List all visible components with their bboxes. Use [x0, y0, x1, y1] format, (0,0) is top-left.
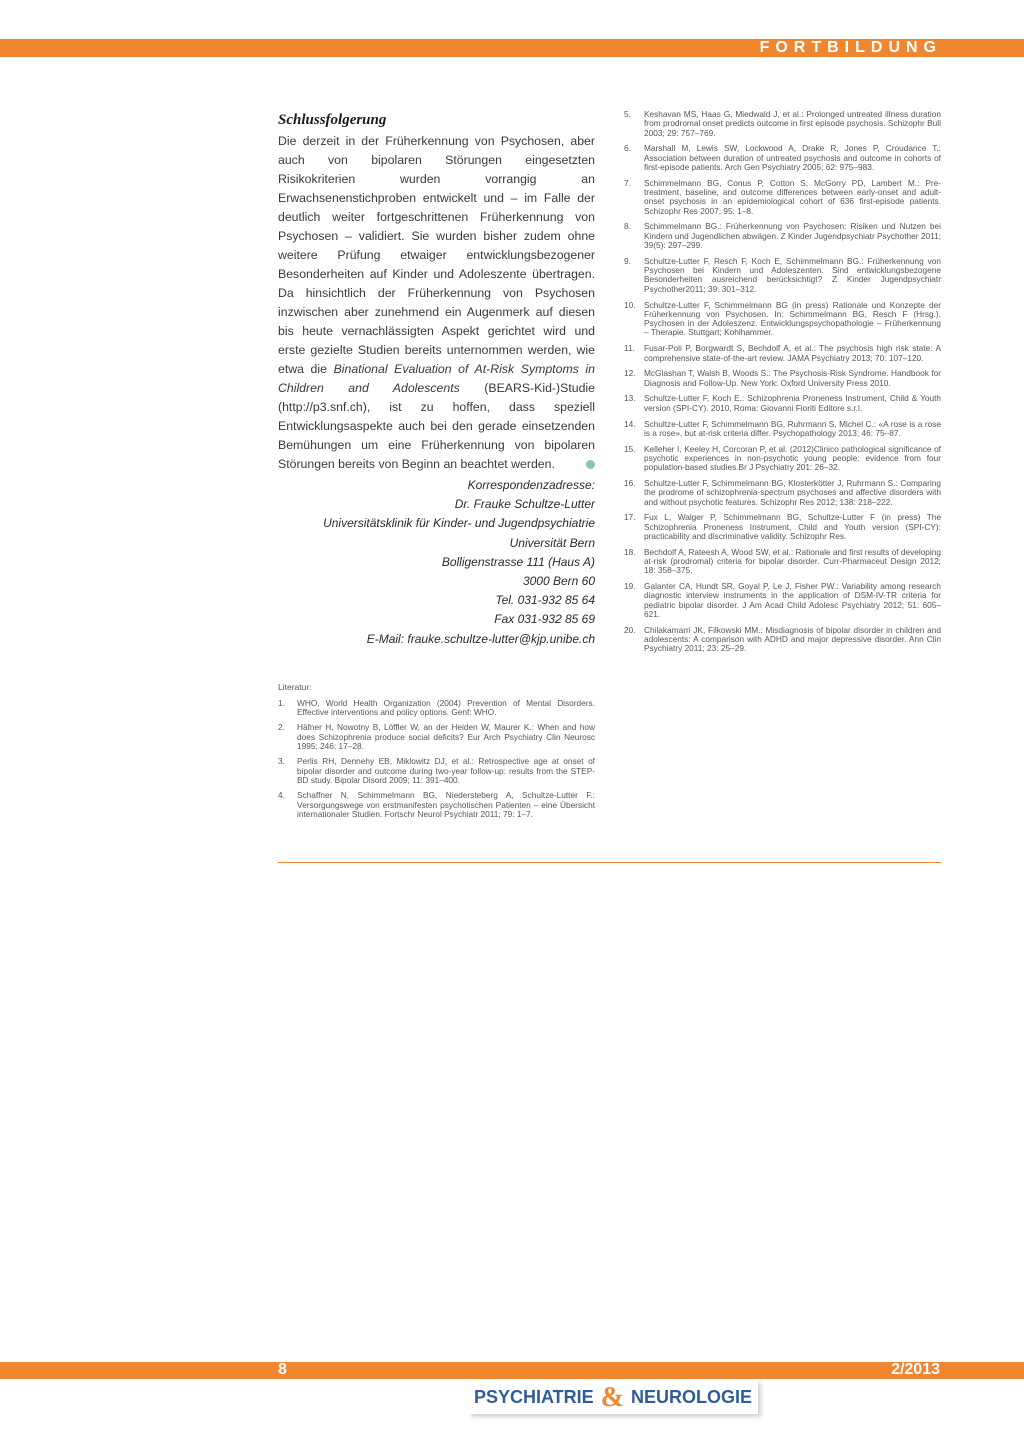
- reference-item: [624, 420, 941, 439]
- reference-item: [624, 369, 941, 388]
- reference-number: 9.: [624, 255, 631, 266]
- reference-number: 19.: [624, 581, 636, 592]
- reference-text: Perlis RH, Dennehy EB, Miklowitz DJ, et al.: Retrospective age at onset of bipolar disorder and outcome during two-year follow-up: results from the STEP-BD study. Bipolar Disord 2009; 11: 391–400.: [297, 756, 595, 785]
- reference-item: [624, 582, 941, 619]
- reference-text: Schultze-Lutter F, Koch E.: Schizophrenia Proneness Instrument, Child & Youth version (SPI-CY). 2010, Roma: Giovanni Fioriti Editore s.r.l.: [644, 393, 941, 413]
- reference-number: 4.: [278, 790, 285, 801]
- reference-number: 7.: [624, 177, 631, 188]
- reference-item: [624, 344, 941, 363]
- reference-text: Galanter CA, Hundt SR, Goyal P, Le J, Fisher PW.: Variability among research diagnostic interview instruments in the application of DSM-IV-TR criteria for pediatric bipolar disorder. J Am Acad Child Adolesc Psychiatry 2012; 51: 605–621.: [644, 581, 941, 620]
- reference-item: [278, 699, 595, 718]
- contact-university: Universität Bern: [509, 535, 595, 550]
- conclusion-paragraph: Die derzeit in der Früherkennung von Psychosen, aber auch von bipolaren Störungen eingesetzten Risikokriterien wurden vorrangig an Erwachsenenstichproben entwickelt und – im Falle der deutlich weiter fortgeschrittenen Früherkennung von Psychosen – validiert. Sie wurden bisher zudem ohne weitere Prüfung etwaiger entwicklungsbezogener Besonderheiten auf Kinder und Adoleszente übertragen. Da hinsichtlich der Früherkennung von Psychosen inzwischen aber zunehmend ein Augenmerk auf diesen bis heute vernachlässigten Aspekt gerichtet wird und erste gezielte Studien bereits unternommen werden, wie etwa die Binational Evaluation of At-Risk Symptoms in Children and Adolescents (BEARS-Kid-)Studie (http://p3.snf.ch), ist zu hoffen, dass speziell Entwicklungsaspekte auch bei den gerade einsetzenden Bemühungen um eine Früherkennung von bipolaren Störungen bereits von Beginn an beachtet werden.: [278, 134, 595, 471]
- section-label: FORTBILDUNG: [759, 39, 942, 56]
- left-column: [278, 110, 595, 825]
- reference-number: 18.: [624, 546, 636, 557]
- contact-label: Korrespondenzadresse:: [467, 478, 595, 492]
- reference-number: 10.: [624, 299, 636, 310]
- reference-list-right: [624, 110, 941, 654]
- reference-number: 6.: [624, 143, 631, 154]
- reference-list-left: [278, 699, 595, 819]
- journal-name-right: NEUROLOGIE: [631, 1387, 753, 1407]
- study-title: Binational Evaluation of At-Risk Symptoms in Children and Adolescents: [278, 362, 595, 395]
- reference-item: [624, 445, 941, 473]
- reference-item: [624, 394, 941, 413]
- reference-item: [624, 548, 941, 576]
- reference-text: Schimmelmann BG.: Früherkennung von Psychosen: Risiken und Nutzen bei Kindern und Jugendlichen abwägen. Z Kinder Jugendpsychiatr Psychother 2011; 39(5): 297–299.: [644, 221, 941, 251]
- literature-label: Literatur:: [278, 681, 312, 692]
- reference-text: Marshall M, Lewis SW, Lockwood A, Drake R, Jones P, Croudance T.: Association between duration of untreated psychosis and outcome in cohorts of first-episode patients. Arch Gen Psychiatry 2005; 62: 975–983.: [644, 143, 941, 172]
- reference-item: [624, 479, 941, 507]
- reference-text: Fux L, Walger P, Schimmelmann BG, Schultze-Lutter F (in press) The Schizophrenia Proneness Instrument, Child and Youth version (SPI-CY): practicability and discriminative validity. Schizophr Res.: [644, 512, 941, 541]
- reference-text: Schultze-Lutter F, Schimmelmann BG (in press) Rationale und Konzepte der Früherkennung von Psychosen. In: Schimmelmann BG, Resch F (Hrsg.). Psychosen in der Adoleszenz. Entwicklungspsychopathologie – Früherkennung – Therapie. Stuttgart; Kohlhammer.: [644, 299, 941, 338]
- footer-bar: [0, 1362, 1024, 1379]
- reference-text: Kelleher I, Keeley H, Corcoran P, et al. (2012)Clinico pathological significance of psychotic experiences in non-psychotic young people: evidence from four population-based studies.Br J Psychiatry 201: 26–32.: [644, 443, 941, 473]
- reference-item: [278, 791, 595, 819]
- journal-logo: [468, 1380, 758, 1414]
- reference-number: 2.: [278, 722, 285, 733]
- reference-text: WHO, World Health Organization (2004) Prevention of Mental Disorders. Effective interventions and policy options. Genf: WHO.: [297, 697, 595, 718]
- reference-item: [624, 301, 941, 338]
- reference-item: [624, 144, 941, 172]
- reference-text: Schultze-Lutter F, Schimmelmann BG, Klosterkötter J, Ruhrmann S.: Comparing the prodrome of schizophrenia-spectrum psychoses and affective disorders with and without psychotic features. Schizophr Res 2012; 138: 218–222.: [644, 478, 941, 507]
- reference-number: 16.: [624, 478, 636, 488]
- journal-name-left: PSYCHIATRIE: [473, 1387, 594, 1407]
- contact-street: Bolligenstrasse 111 (Haus A): [441, 554, 595, 569]
- contact-fax: Fax 031-932 85 69: [494, 612, 595, 627]
- reference-number: 8.: [624, 221, 631, 232]
- reference-text: Schaffner N, Schimmelmann BG, Niedersteberg A, Schultze-Lutter F.: Versorgungswege von erstmanifesten psychotischen Patienten – eine Übersicht internationaler Studien. Fortschr Neurol Psychiatr 2011; 79: 1–7.: [297, 790, 595, 819]
- right-column: [624, 110, 941, 660]
- reference-number: 11.: [624, 343, 635, 354]
- reference-number: 14.: [624, 418, 636, 429]
- reference-number: 20.: [624, 624, 636, 635]
- contact-city: 3000 Bern 60: [522, 574, 595, 589]
- reference-text: Fusar-Poli P, Borgwardt S, Bechdolf A, et al.: The psychosis high risk state: A comprehensive state-of-the-art review. JAMA Psychiatry 2013; 70: 107–120.: [644, 343, 941, 363]
- reference-text: Schultze-Lutter F, Schimmelmann BG, Ruhrmann S, Michel C.: «A rose is a rose is a rose», but at-risk criteria differ. Psychopathology 2013; 46: 75–87.: [644, 418, 941, 438]
- reference-number: 13.: [624, 393, 636, 404]
- journal-ampersand: &: [600, 1382, 624, 1413]
- reference-text: Keshavan MS, Haas G, Miedwald J, et al.: Prolonged untreated illness duration from prodromal onset predicts outcome in first episode psychosis. Schizophr Bull 2003; 29: 757–769.: [644, 109, 941, 138]
- end-of-article-dot-icon: [586, 460, 595, 469]
- reference-item: [624, 179, 941, 216]
- reference-text: Häfner H, Nowotny B, Löffler W, an der Heiden W, Maurer K.: When and how does Schizophrenia produce social deficits? Eur Arch Psychiatry Clin Neurosc 1995; 246: 17–28.: [297, 722, 595, 752]
- correspondence-address: [278, 476, 595, 649]
- reference-text: McGlashan T, Walsh B, Woods S.: The Psychosis-Risk Syndrome. Handbook for Diagnosis and Follow-Up. New York: Oxford University Press 2010.: [644, 368, 941, 388]
- reference-item: [624, 513, 941, 541]
- contact-email: E-Mail: frauke.schultze-lutter@kjp.unibe.ch: [366, 631, 595, 646]
- contact-name: Dr. Frauke Schultze-Lutter: [454, 497, 595, 512]
- contact-tel: Tel. 031-932 85 64: [495, 593, 595, 608]
- reference-number: 17.: [624, 512, 636, 523]
- reference-item: [278, 723, 595, 751]
- issue-number: 2/2013: [891, 1361, 940, 1378]
- section-heading: Schlussfolgerung: [278, 112, 387, 128]
- page-number: 8: [278, 1361, 287, 1378]
- reference-item: [624, 110, 941, 138]
- reference-number: 12.: [624, 368, 636, 379]
- reference-number: 5.: [624, 109, 631, 119]
- reference-item: [624, 257, 941, 294]
- reference-item: [278, 757, 595, 785]
- divider-line: [278, 862, 941, 863]
- reference-number: 3.: [278, 756, 285, 767]
- reference-text: Bechdolf A, Rateesh A, Wood SW, et al.: Rationale and first results of developing at-risk (prodromal) criteria for bipolar disorder. Curr-Pharmaceut Design 2012; 18: 358–375.: [644, 546, 941, 576]
- reference-item: [624, 222, 941, 250]
- reference-number: 1.: [278, 697, 285, 708]
- reference-item: [624, 626, 941, 654]
- reference-text: Schimmelmann BG, Conus P, Cotton S, McGorry PD, Lambert M.: Pre-treatment, baseline, and outcome differences between early-onset and adult-onset psychosis in an epidemiological cohort of 636 first-episode patients. Schizophr Res 2007; 95: 1–8.: [644, 177, 941, 216]
- contact-institution: Universitätsklinik für Kinder- und Jugendpsychiatrie: [323, 516, 595, 531]
- reference-text: Schultze-Lutter F, Resch F, Koch E, Schimmelmann BG.: Früherkennung von Psychosen bei Kindern und Adoleszenten. Sind entwicklungsbezogene Besonderheiten ausreichend berücksichtigt? Z Kinder Jugendpsychiatr Psychother2011; 39: 301–312.: [644, 255, 941, 294]
- reference-text: Chilakamarri JK, Filkowski MM.: Misdiagnosis of bipolar disorder in children and adolescents: A comparison with ADHD and major depressive disorder. Ann Clin Psychiatry 2011; 23: 25–29.: [644, 624, 941, 654]
- reference-number: 15.: [624, 443, 636, 454]
